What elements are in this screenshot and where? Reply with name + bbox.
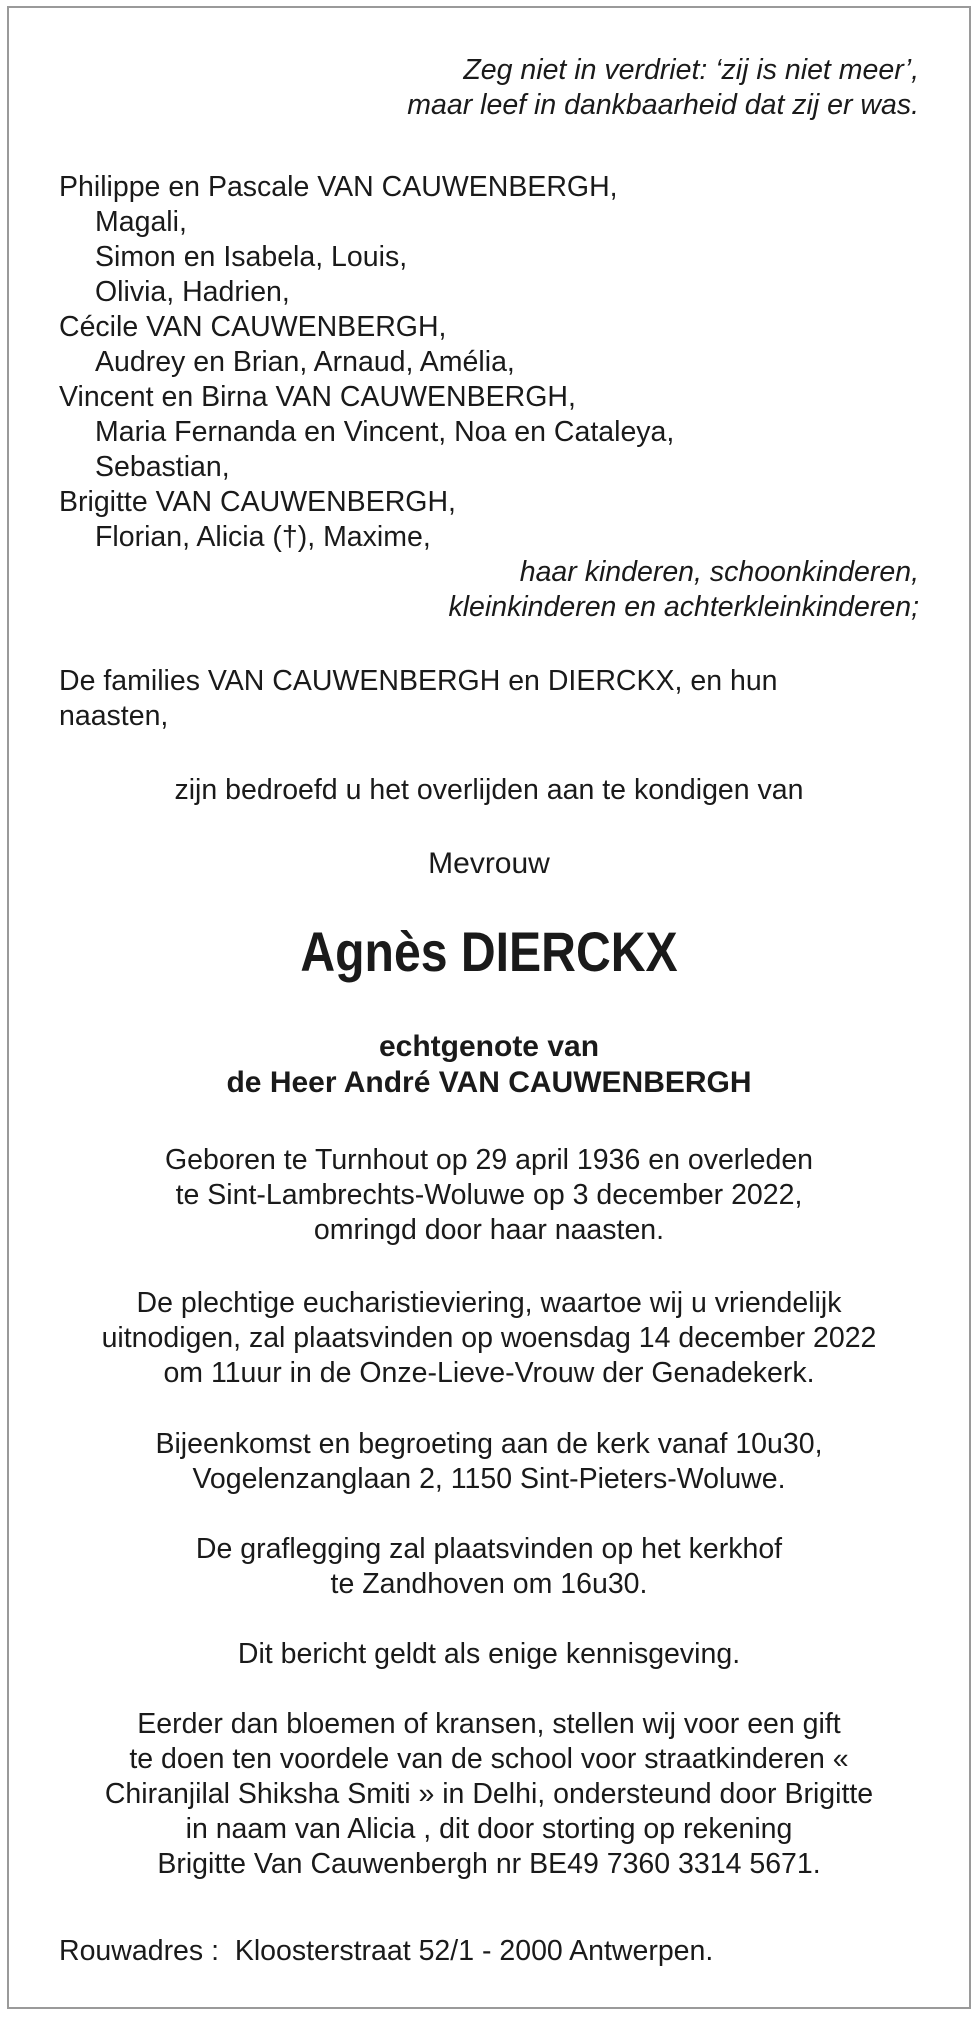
gathering-paragraph: [59, 1427, 919, 1497]
paragraph-line: Chiranjilal Shiksha Smiti » in Delhi, ondersteund door Brigitte: [104, 1778, 874, 1810]
families-line: De families VAN CAUWENBERGH en DIERCKX, en hun: [59, 665, 778, 697]
family-line: Brigitte VAN CAUWENBERGH,: [59, 486, 456, 518]
spouse-line: echtgenote van: [378, 1030, 600, 1063]
paragraph-line: Geboren te Turnhout op 29 april 1936 en overleden: [164, 1144, 814, 1176]
family-line: Cécile VAN CAUWENBERGH,: [59, 311, 447, 343]
quote-line: maar leef in dankbaarheid dat zij er was.: [407, 89, 919, 121]
families-paragraph: [59, 664, 919, 734]
ceremony-paragraph: [59, 1286, 919, 1391]
paragraph-line: Brigitte Van Cauwenbergh nr BE49 7360 3314 5671.: [157, 1848, 821, 1880]
birth-paragraph: [59, 1143, 919, 1248]
relation-line: haar kinderen, schoonkinderen,: [519, 556, 919, 588]
paragraph-line: De plechtige eucharistieviering, waartoe wij u vriendelijk: [136, 1287, 842, 1319]
deceased-name-block: [59, 920, 919, 984]
families-line: naasten,: [59, 700, 169, 732]
address-block: [59, 1934, 919, 1969]
paragraph-line: om 11uur in de Onze-Lieve-Vrouw der Genadekerk.: [163, 1357, 815, 1389]
paragraph-line: De graflegging zal plaatsvinden op het kerkhof: [195, 1533, 783, 1565]
paragraph-line: te Sint-Lambrechts-Woluwe op 3 december 2022,: [175, 1179, 803, 1211]
paragraph-line: Bijeenkomst en begroeting aan de kerk vanaf 10u30,: [155, 1428, 823, 1460]
paragraph-line: te Zandhoven om 16u30.: [330, 1568, 648, 1600]
family-line: Sebastian,: [95, 451, 230, 483]
deceased-name: Agnès DIERCKX: [300, 920, 678, 983]
family-line: Olivia, Hadrien,: [95, 276, 290, 308]
paragraph-line: te doen ten voordele van de school voor straatkinderen «: [129, 1743, 849, 1775]
relation-line: kleinkinderen en achterkleinkinderen;: [448, 591, 919, 623]
paragraph-line: Dit bericht geldt als enige kennisgeving.: [237, 1638, 741, 1670]
paragraph-line: uitnodigen, zal plaatsvinden op woensdag 14 december 2022: [101, 1322, 877, 1354]
announcement-text: zijn bedroefd u het overlijden aan te kondigen van: [174, 774, 804, 806]
family-line: Magali,: [95, 206, 187, 238]
spouse-block: [59, 1029, 919, 1101]
title-salutation: [59, 846, 919, 881]
family-line: Maria Fernanda en Vincent, Noa en Cataleya,: [95, 416, 675, 448]
burial-paragraph: [59, 1532, 919, 1602]
family-line: Audrey en Brian, Arnaud, Amélia,: [95, 346, 515, 378]
paragraph-line: in naam van Alicia , dit door storting op rekening: [185, 1813, 793, 1845]
spouse-line: de Heer André VAN CAUWENBERGH: [226, 1066, 752, 1099]
family-line: Florian, Alicia (†), Maxime,: [95, 521, 431, 553]
family-list: [59, 170, 919, 625]
notice-paragraph: [59, 1637, 919, 1672]
announcement: [59, 773, 919, 808]
quote-line: Zeg niet in verdriet: ‘zij is niet meer’,: [463, 54, 919, 86]
paragraph-line: omringd door haar naasten.: [313, 1214, 665, 1246]
gift-paragraph: [59, 1707, 919, 1882]
opening-quote: [407, 53, 919, 123]
paragraph-line: Eerder dan bloemen of kransen, stellen wij voor een gift: [137, 1708, 841, 1740]
paragraph-line: Vogelenzanglaan 2, 1150 Sint-Pieters-Woluwe.: [192, 1463, 786, 1495]
mourning-address: Rouwadres : Kloosterstraat 52/1 - 2000 Antwerpen.: [59, 1935, 714, 1967]
title-text: Mevrouw: [428, 847, 550, 880]
family-line: Simon en Isabela, Louis,: [95, 241, 408, 273]
family-line: Vincent en Birna VAN CAUWENBERGH,: [59, 381, 576, 413]
family-line: Philippe en Pascale VAN CAUWENBERGH,: [59, 171, 618, 203]
